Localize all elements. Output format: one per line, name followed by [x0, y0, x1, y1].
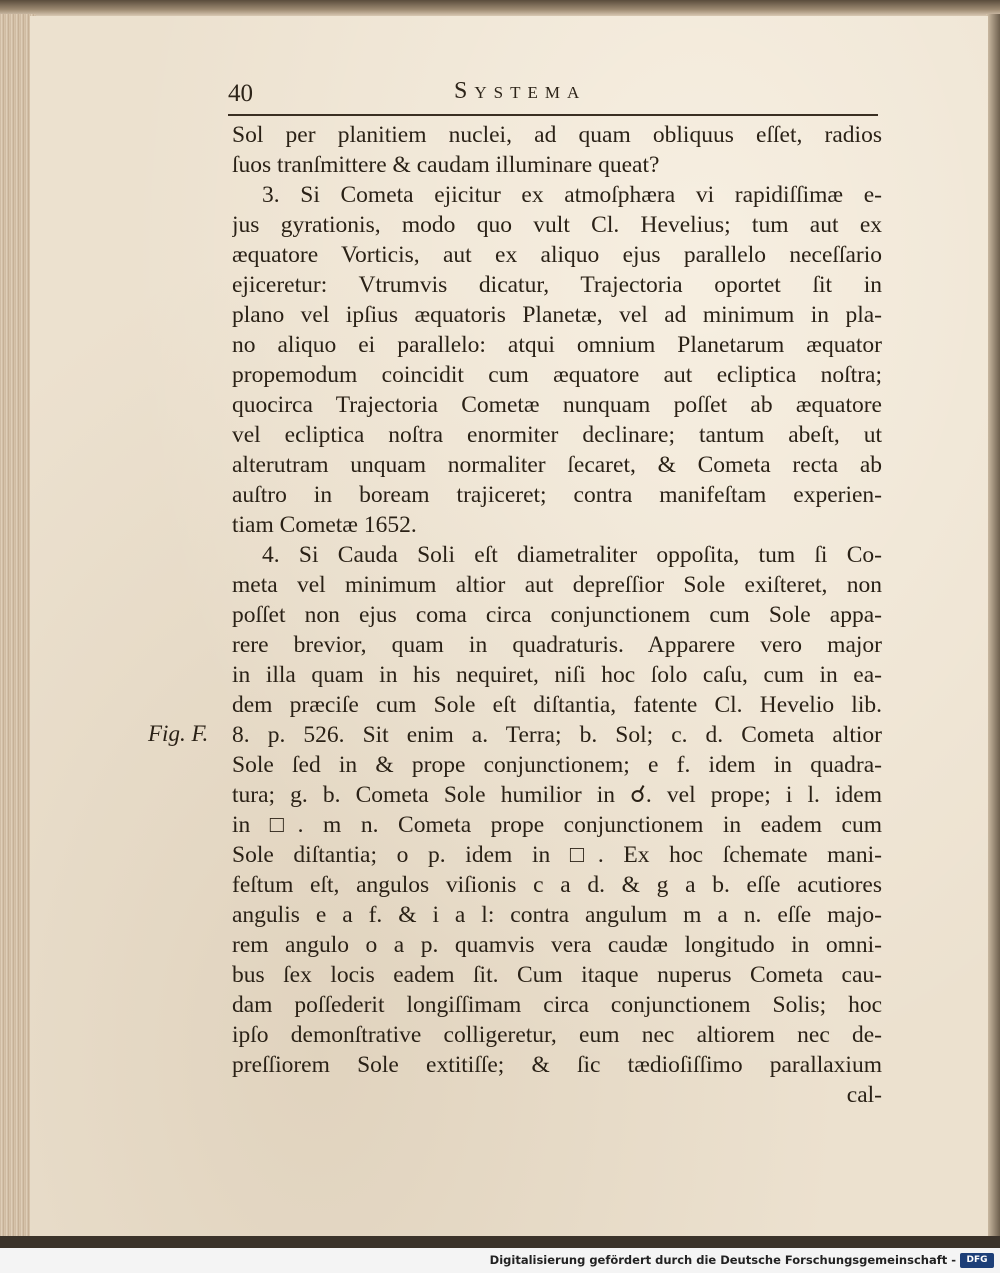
- text-line: preſſiorem Sole extitiſſe; & ſic tædioſiſſimo parallaxium: [232, 1052, 882, 1078]
- catchword: cal-: [846, 1082, 882, 1108]
- text-line: 3. Si Cometa ejicitur ex atmoſphæra vi rapidiſſimæ e-: [262, 182, 882, 208]
- text-line: in □. m n. Cometa prope conjunctionem in eadem cum: [232, 812, 882, 838]
- text-line: propemodum coincidit cum æquatore aut ecliptica noſtra;: [232, 362, 882, 388]
- text-line: Sole ſed in & prope conjunctionem; e f. idem in quadra-: [232, 752, 882, 778]
- text-line: bus ſex locis eadem ſit. Cum itaque nuperus Cometa cau-: [232, 962, 882, 988]
- dfg-logo[interactable]: DFG: [960, 1253, 994, 1268]
- book-top-edge: [0, 0, 1000, 16]
- running-head: Systema: [454, 78, 587, 104]
- header-rule: [228, 114, 878, 116]
- page-header: [228, 74, 878, 114]
- body-text: [232, 120, 882, 1110]
- text-line: alterutram unquam normaliter ſecaret, & Cometa recta ab: [232, 452, 882, 478]
- footer-credit: Digitalisierung gefördert durch die Deutsche Forschungsgemeinschaft -: [489, 1253, 956, 1267]
- text-line: plano vel ipſius æquatoris Planetæ, vel ad minimum in pla-: [232, 302, 882, 328]
- book-right-edge: [986, 14, 1000, 1236]
- text-line: Sol per planitiem nuclei, ad quam obliquus eſſet, radios: [232, 122, 882, 148]
- text-line: feſtum eſt, angulos viſionis c a d. & g a b. eſſe acutiores: [232, 872, 882, 898]
- text-line: meta vel minimum altior aut depreſſior Sole exiſteret, non: [232, 572, 882, 598]
- text-line: 4. Si Cauda Soli eſt diametraliter oppoſita, tum ſi Co-: [262, 542, 882, 568]
- text-line: in illa quam in his nequiret, niſi hoc ſolo caſu, cum in ea-: [232, 662, 882, 688]
- text-line: ſuos tranſmittere & caudam illuminare queat?: [232, 152, 660, 178]
- text-line: auſtro in boream trajiceret; contra manifeſtam experien-: [232, 482, 882, 508]
- text-line: jus gyrationis, modo quo vult Cl. Hevelius; tum aut ex: [232, 212, 882, 238]
- text-line: æquatore Vorticis, aut ex aliquo ejus parallelo neceſſario: [232, 242, 882, 268]
- text-line: dam poſſederit longiſſimam circa conjunctionem Solis; hoc: [232, 992, 882, 1018]
- text-line: tiam Cometæ 1652.: [232, 512, 417, 538]
- text-line: ejiceretur: Vtrumvis dicatur, Trajectoria oportet ſit in: [232, 272, 882, 298]
- text-line: poſſet non ejus coma circa conjunctionem cum Sole appa-: [232, 602, 882, 628]
- text-line: vel ecliptica noſtra enormiter declinare; tantum abeſt, ut: [232, 422, 882, 448]
- text-line: Sole diſtantia; o p. idem in □. Ex hoc ſchemate mani-: [232, 842, 882, 868]
- text-line: quocirca Trajectoria Cometæ nunquam poſſet ab æquatore: [232, 392, 882, 418]
- page-number: 40: [228, 80, 253, 107]
- text-line: ipſo demonſtrative colligeretur, eum nec altiorem nec de-: [232, 1022, 882, 1048]
- text-line: tura; g. b. Cometa Sole humilior in ☌. vel prope; i l. idem: [232, 782, 882, 808]
- text-line: angulis e a f. & i a l: contra angulum m a n. eſſe majo-: [232, 902, 882, 928]
- text-line: 8. p. 526. Sit enim a. Terra; b. Sol; c. d. Cometa altior: [232, 722, 882, 748]
- digitization-footer: [0, 1248, 1000, 1273]
- margin-figure-note: Fig. F.: [148, 721, 209, 746]
- text-line: no aliquo ei parallelo: atqui omnium Planetarum æquator: [232, 332, 882, 358]
- text-line: dem præciſe cum Sole eſt diſtantia, fatente Cl. Hevelio lib.: [232, 692, 882, 718]
- text-line: rem angulo o a p. quamvis vera caudæ longitudo in omni-: [232, 932, 882, 958]
- text-line: rere brevior, quam in quadraturis. Apparere vero major: [232, 632, 882, 658]
